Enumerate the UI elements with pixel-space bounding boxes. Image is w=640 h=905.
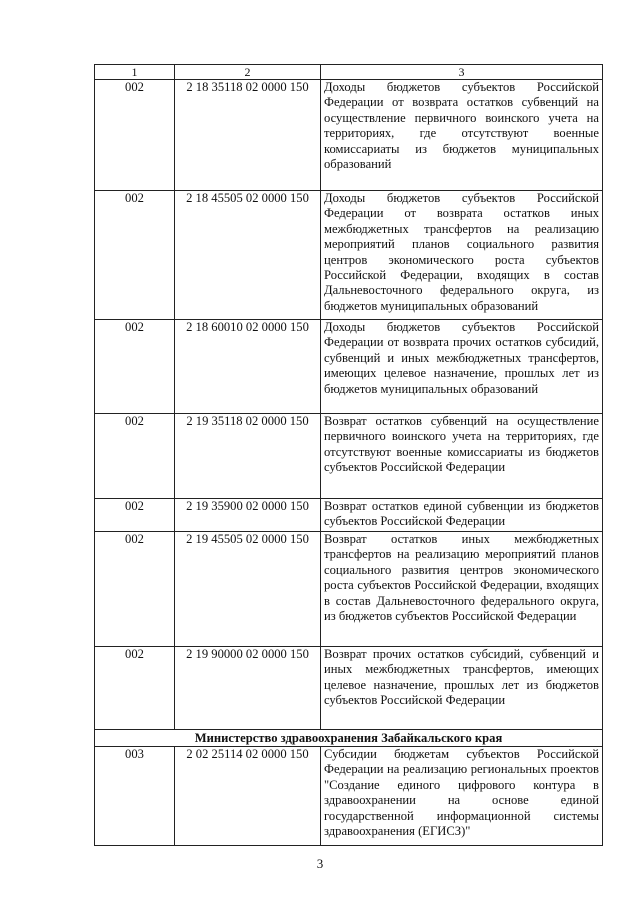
description-cell: Возврат остатков единой субвенции из бюджетов субъектов Российской Федерации: [321, 499, 603, 532]
description-cell: Доходы бюджетов субъектов Российской Федерации от возврата прочих остатков субсидий, субвенций и иных межбюджетных трансфертов, имеющих целевое назначение, прошлых лет из бюджетов муниципальных образований: [321, 320, 603, 414]
description-cell: Субсидии бюджетам субъектов Российской Федерации на реализацию региональных проектов "Создание единого цифрового контура в здравоохранении на основе единой государственной информационной системы здравоохранения (ЕГИСЗ)": [321, 747, 603, 846]
income-code-cell: 2 19 90000 02 0000 150: [175, 647, 321, 730]
ministry-section-title: Министерство здравоохранения Забайкальского края: [95, 730, 603, 747]
table-row: [95, 647, 603, 730]
income-code-cell: 2 19 35900 02 0000 150: [175, 499, 321, 532]
admin-code-cell: 002: [95, 320, 175, 414]
page-number: 3: [316, 856, 324, 871]
table-row: [95, 499, 603, 532]
header-cell-1: 1: [95, 65, 175, 80]
table-header-row: [95, 65, 603, 80]
budget-classification-table: [94, 64, 603, 846]
admin-code-cell: 002: [95, 499, 175, 532]
description-cell: Возврат прочих остатков субсидий, субвенций и иных межбюджетных трансфертов, имеющих целевое назначение, прошлых лет из бюджетов субъектов Российской Федерации: [321, 647, 603, 730]
income-code-cell: 2 19 45505 02 0000 150: [175, 532, 321, 647]
table-row: [95, 532, 603, 647]
table-row: [95, 747, 603, 846]
admin-code-cell: 002: [95, 191, 175, 320]
income-code-cell: 2 18 35118 02 0000 150: [175, 80, 321, 191]
description-cell: Доходы бюджетов субъектов Российской Федерации от возврата остатков иных межбюджетных трансфертов на реализацию мероприятий планов социального развития центров экономического роста субъектов Российской Федерации, входящих в состав Дальневосточного федерального округа, из бюджетов муниципальных образований: [321, 191, 603, 320]
document-sheet: [94, 64, 602, 846]
description-cell: Возврат остатков субвенций на осуществление первичного воинского учета на территориях, где отсутствуют военные комиссариаты из бюджетов субъектов Российской Федерации: [321, 414, 603, 499]
income-code-cell: 2 18 60010 02 0000 150: [175, 320, 321, 414]
income-code-cell: 2 18 45505 02 0000 150: [175, 191, 321, 320]
admin-code-cell: 002: [95, 414, 175, 499]
header-cell-3: 3: [321, 65, 603, 80]
table-row: [95, 414, 603, 499]
admin-code-cell: 002: [95, 532, 175, 647]
admin-code-cell: 002: [95, 647, 175, 730]
admin-code-cell: 002: [95, 80, 175, 191]
table-row: [95, 320, 603, 414]
section-header-row: [95, 730, 603, 747]
income-code-cell: 2 19 35118 02 0000 150: [175, 414, 321, 499]
table-row: [95, 80, 603, 191]
income-code-cell: 2 02 25114 02 0000 150: [175, 747, 321, 846]
description-cell: Доходы бюджетов субъектов Российской Федерации от возврата остатков субвенций на осуществление первичного воинского учета на территориях, где отсутствуют военные комиссариаты из бюджетов муниципальных образований: [321, 80, 603, 191]
header-cell-2: 2: [175, 65, 321, 80]
table-row: [95, 191, 603, 320]
admin-code-cell: 003: [95, 747, 175, 846]
description-cell: Возврат остатков иных межбюджетных трансфертов на реализацию мероприятий планов социального развития центров экономического роста субъектов Российской Федерации, входящих в состав Дальневосточного федерального округа, из бюджетов субъектов Российской Федерации: [321, 532, 603, 647]
